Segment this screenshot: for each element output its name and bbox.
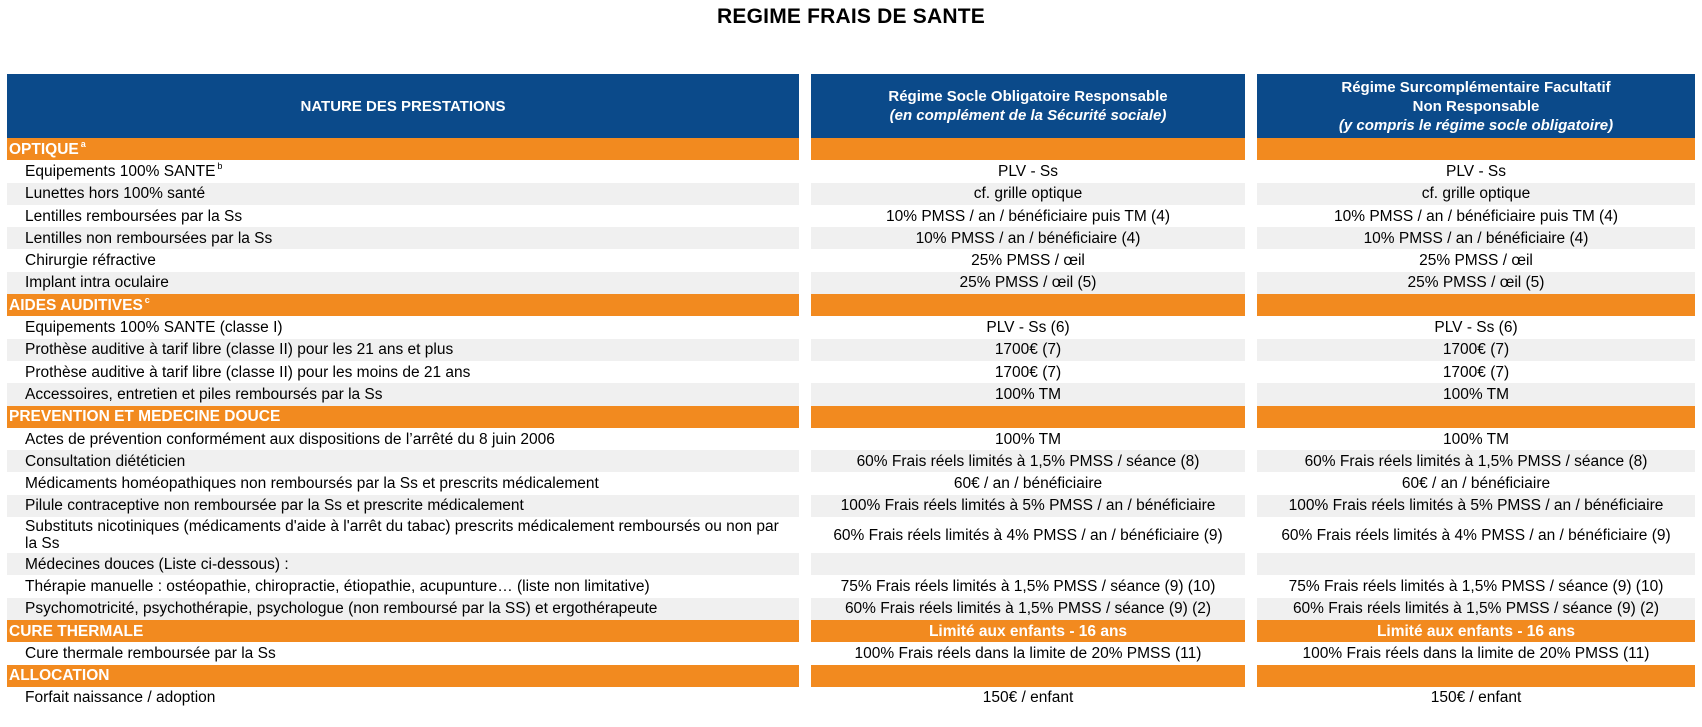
- row-value-surcomp-text: 100% TM: [1442, 430, 1510, 448]
- column-gap: [799, 472, 811, 494]
- row-value-socle: [811, 495, 1245, 517]
- section-note-surcomp: [1257, 620, 1695, 642]
- column-gap: [799, 339, 811, 361]
- column-gap: [799, 205, 811, 227]
- row-label: [7, 227, 799, 249]
- column-gap: [799, 74, 811, 138]
- row-label-text: Chirurgie réfractive: [25, 252, 156, 270]
- column-gap: [1245, 160, 1257, 182]
- row-label: [7, 553, 799, 575]
- row-value-socle-text: 100% TM: [994, 430, 1062, 448]
- column-gap: [1245, 183, 1257, 205]
- row-value-socle: [811, 183, 1245, 205]
- row-value-socle-text: 100% Frais réels dans la limite de 20% PMSS (11): [854, 644, 1202, 662]
- row-value-surcomp-text: 25% PMSS / œil: [1419, 252, 1533, 270]
- column-gap: [1245, 620, 1257, 642]
- section-title-text: PREVENTION ET MEDECINE DOUCE: [9, 408, 281, 426]
- row-value-surcomp-text: cf. grille optique: [1421, 185, 1531, 203]
- row-value-socle-text: 25% PMSS / œil: [971, 252, 1085, 270]
- section-title: [7, 138, 799, 160]
- row-value-surcomp-text: 150€ / enfant: [1430, 689, 1522, 707]
- column-gap: [799, 406, 811, 428]
- row-value-surcomp: [1257, 495, 1695, 517]
- row-label-text: Cure thermale remboursée par la Ss: [25, 644, 276, 662]
- column-gap: [1245, 472, 1257, 494]
- row-value-surcomp: [1257, 339, 1695, 361]
- column-gap: [1245, 74, 1257, 138]
- column-gap: [799, 160, 811, 182]
- row-value-surcomp: [1257, 183, 1695, 205]
- section-footnote-marker: a: [80, 138, 86, 149]
- page-title: REGIME FRAIS DE SANTE: [717, 5, 985, 28]
- row-value-surcomp-text: 10% PMSS / an / bénéficiaire (4): [1363, 229, 1589, 247]
- row-label: [7, 575, 799, 597]
- section-title-text: CURE THERMALE: [9, 622, 144, 640]
- section-note-socle: [811, 665, 1245, 687]
- row-value-socle-text: 60€ / an / bénéficiaire: [953, 475, 1103, 493]
- row-value-socle: [811, 361, 1245, 383]
- row-value-socle: [811, 160, 1245, 182]
- row-label-text: Consultation diététicien: [25, 452, 186, 470]
- row-value-socle: [811, 205, 1245, 227]
- column-gap: [799, 642, 811, 664]
- column-gap: [799, 183, 811, 205]
- row-value-surcomp-text: 1700€ (7): [1442, 363, 1510, 381]
- column-gap: [799, 665, 811, 687]
- column-gap: [799, 383, 811, 405]
- row-value-surcomp-text: 1700€ (7): [1442, 341, 1510, 359]
- row-value-socle-text: 10% PMSS / an / bénéficiaire (4): [915, 229, 1141, 247]
- column-gap: [799, 249, 811, 271]
- row-label: [7, 428, 799, 450]
- row-value-socle-text: 100% TM: [994, 385, 1062, 403]
- section-title-text: OPTIQUE: [9, 140, 79, 158]
- row-value-surcomp-text: 75% Frais réels limités à 1,5% PMSS / séance (9) (10): [1288, 577, 1664, 595]
- row-value-surcomp-text: 60% Frais réels limités à 1,5% PMSS / séance (8): [1304, 452, 1648, 470]
- row-value-surcomp: [1257, 227, 1695, 249]
- column-gap: [1245, 316, 1257, 338]
- header-socle-subtitle: (en complément de la Sécurité sociale): [889, 107, 1167, 124]
- column-gap: [1245, 450, 1257, 472]
- row-label: [7, 249, 799, 271]
- row-value-surcomp-text: 60€ / an / bénéficiaire: [1401, 475, 1551, 493]
- column-gap: [1245, 249, 1257, 271]
- row-value-socle-text: 10% PMSS / an / bénéficiaire puis TM (4): [885, 207, 1170, 225]
- row-value-socle: [811, 249, 1245, 271]
- row-value-socle-text: 60% Frais réels limités à 1,5% PMSS / séance (8): [856, 452, 1200, 470]
- column-gap: [799, 316, 811, 338]
- column-gap: [1245, 272, 1257, 294]
- row-label-text: Equipements 100% SANTE: [25, 162, 216, 180]
- row-value-socle: [811, 575, 1245, 597]
- section-title-text: ALLOCATION: [9, 667, 110, 685]
- section-title: [7, 406, 799, 428]
- row-label: [7, 450, 799, 472]
- row-label: [7, 183, 799, 205]
- header-socle: [811, 74, 1245, 138]
- row-label-text: Prothèse auditive à tarif libre (classe II) pour les 21 ans et plus: [25, 341, 454, 359]
- column-gap: [799, 138, 811, 160]
- row-label-text: Pilule contraceptive non remboursée par la Ss et prescrite médicalement: [25, 497, 524, 515]
- row-value-socle-text: PLV - Ss (6): [986, 319, 1070, 337]
- row-label: [7, 272, 799, 294]
- row-value-surcomp-text: 25% PMSS / œil (5): [1407, 274, 1545, 292]
- header-surcomp-title: Régime Surcomplémentaire Facultatif: [1341, 78, 1611, 96]
- row-value-socle-text: PLV - Ss: [997, 162, 1058, 180]
- column-gap: [799, 575, 811, 597]
- header-socle-title: Régime Socle Obligatoire Responsable: [888, 88, 1168, 105]
- row-value-socle: [811, 687, 1245, 709]
- column-gap: [1245, 406, 1257, 428]
- row-value-surcomp-text: 10% PMSS / an / bénéficiaire puis TM (4): [1333, 207, 1618, 225]
- row-value-socle-text: 1700€ (7): [994, 341, 1062, 359]
- row-value-surcomp: [1257, 272, 1695, 294]
- row-label-text: Médicaments homéopathiques non remboursés par la Ss et prescrits médicalement: [25, 475, 599, 493]
- section-note-surcomp-text: Limité aux enfants - 16 ans: [1376, 622, 1576, 640]
- row-value-surcomp: [1257, 249, 1695, 271]
- row-label: [7, 687, 799, 709]
- section-note-surcomp: [1257, 665, 1695, 687]
- row-value-socle-text: 75% Frais réels limités à 1,5% PMSS / séance (9) (10): [840, 577, 1216, 595]
- header-surcomp-subtitle: (y compris le régime socle obligatoire): [1338, 116, 1614, 134]
- row-value-socle: [811, 383, 1245, 405]
- section-title: [7, 620, 799, 642]
- row-value-socle: [811, 227, 1245, 249]
- row-value-socle: [811, 272, 1245, 294]
- section-note-socle: [811, 138, 1245, 160]
- section-note-socle-text: Limité aux enfants - 16 ans: [928, 622, 1128, 640]
- row-label: [7, 598, 799, 620]
- section-footnote-marker: c: [144, 294, 150, 305]
- row-label: [7, 316, 799, 338]
- section-note-socle: [811, 294, 1245, 316]
- column-gap: [1245, 339, 1257, 361]
- column-gap: [1245, 575, 1257, 597]
- column-gap: [799, 495, 811, 517]
- row-value-socle-text: 150€ / enfant: [982, 689, 1074, 707]
- column-gap: [1245, 517, 1257, 553]
- row-value-surcomp-text: 100% Frais réels dans la limite de 20% PMSS (11): [1302, 644, 1650, 662]
- row-label-text: Thérapie manuelle : ostéopathie, chiropractie, étiopathie, acupunture… (liste non limitative): [25, 577, 650, 595]
- row-label-text: Implant intra oculaire: [25, 274, 169, 292]
- row-value-socle: [811, 517, 1245, 553]
- column-gap: [799, 517, 811, 553]
- column-gap: [1245, 294, 1257, 316]
- column-gap: [799, 361, 811, 383]
- row-value-surcomp: [1257, 687, 1695, 709]
- row-value-surcomp-text: 100% Frais réels limités à 5% PMSS / an / bénéficiaire: [1288, 497, 1664, 515]
- column-gap: [799, 450, 811, 472]
- row-value-socle: [811, 553, 1245, 575]
- row-value-surcomp-text: 60% Frais réels limités à 4% PMSS / an / bénéficiaire (9): [1281, 526, 1671, 544]
- row-value-surcomp: [1257, 472, 1695, 494]
- benefits-table: [7, 74, 1695, 709]
- row-value-surcomp: [1257, 598, 1695, 620]
- row-value-surcomp: [1257, 575, 1695, 597]
- column-gap: [1245, 553, 1257, 575]
- column-gap: [799, 294, 811, 316]
- row-value-surcomp: [1257, 428, 1695, 450]
- row-value-surcomp: [1257, 383, 1695, 405]
- row-label-text: Prothèse auditive à tarif libre (classe II) pour les moins de 21 ans: [25, 363, 471, 381]
- row-value-socle-text: 25% PMSS / œil (5): [959, 274, 1097, 292]
- row-label: [7, 495, 799, 517]
- row-label: [7, 160, 799, 182]
- row-value-surcomp: [1257, 160, 1695, 182]
- column-gap: [799, 598, 811, 620]
- column-gap: [1245, 361, 1257, 383]
- row-label: [7, 472, 799, 494]
- row-value-surcomp: [1257, 553, 1695, 575]
- row-value-socle: [811, 472, 1245, 494]
- column-gap: [799, 428, 811, 450]
- row-value-socle-text: 100% Frais réels limités à 5% PMSS / an / bénéficiaire: [840, 497, 1216, 515]
- row-label-text: Lunettes hors 100% santé: [25, 185, 206, 203]
- column-gap: [1245, 665, 1257, 687]
- row-value-surcomp-text: 60% Frais réels limités à 1,5% PMSS / séance (9) (2): [1292, 600, 1660, 618]
- row-value-surcomp-text: PLV - Ss (6): [1434, 319, 1518, 337]
- row-value-socle: [811, 339, 1245, 361]
- row-value-surcomp: [1257, 450, 1695, 472]
- row-value-socle: [811, 598, 1245, 620]
- column-gap: [1245, 383, 1257, 405]
- header-surcomp-line2: Non Responsable: [1412, 97, 1540, 115]
- row-label-text: Substituts nicotiniques (médicaments d'aide à l'arrêt du tabac) prescrits médicalement remboursés ou non par la Ss: [25, 518, 779, 553]
- row-value-socle: [811, 642, 1245, 664]
- row-value-socle: [811, 450, 1245, 472]
- column-gap: [1245, 227, 1257, 249]
- section-title-text: AIDES AUDITIVES: [9, 296, 143, 314]
- row-value-surcomp-text: PLV - Ss: [1445, 162, 1506, 180]
- row-label-text: Lentilles remboursées par la Ss: [25, 207, 243, 225]
- row-label-text: Psychomotricité, psychothérapie, psychologue (non remboursé par la SS) et ergothérapeute: [25, 600, 658, 618]
- header-nature: NATURE DES PRESTATIONS: [7, 74, 799, 138]
- column-gap: [799, 272, 811, 294]
- row-value-socle: [811, 428, 1245, 450]
- row-label: [7, 205, 799, 227]
- section-note-surcomp: [1257, 138, 1695, 160]
- column-gap: [1245, 428, 1257, 450]
- row-value-surcomp-text: 100% TM: [1442, 385, 1510, 403]
- column-gap: [1245, 205, 1257, 227]
- section-note-surcomp: [1257, 406, 1695, 428]
- row-value-surcomp: [1257, 361, 1695, 383]
- section-note-surcomp: [1257, 294, 1695, 316]
- row-label-text: Forfait naissance / adoption: [25, 689, 216, 707]
- column-gap: [1245, 598, 1257, 620]
- column-gap: [799, 553, 811, 575]
- row-footnote-marker: b: [217, 160, 223, 171]
- row-label: [7, 517, 799, 553]
- row-value-surcomp: [1257, 517, 1695, 553]
- row-value-surcomp: [1257, 316, 1695, 338]
- column-gap: [799, 620, 811, 642]
- row-value-socle-text: 60% Frais réels limités à 1,5% PMSS / séance (9) (2): [844, 600, 1212, 618]
- row-label: [7, 361, 799, 383]
- row-label-text: Equipements 100% SANTE (classe I): [25, 319, 283, 337]
- section-title: [7, 665, 799, 687]
- row-label-text: Médecines douces (Liste ci-dessous) :: [25, 555, 289, 573]
- row-label-text: Actes de prévention conformément aux dispositions de l’arrêté du 8 juin 2006: [25, 430, 555, 448]
- column-gap: [1245, 642, 1257, 664]
- column-gap: [799, 227, 811, 249]
- row-label-text: Lentilles non remboursées par la Ss: [25, 229, 273, 247]
- section-title: [7, 294, 799, 316]
- header-surcomp: [1257, 74, 1695, 138]
- row-label: [7, 339, 799, 361]
- section-note-socle: [811, 406, 1245, 428]
- section-note-socle: [811, 620, 1245, 642]
- column-gap: [799, 687, 811, 709]
- row-value-socle-text: cf. grille optique: [973, 185, 1083, 203]
- row-value-surcomp: [1257, 642, 1695, 664]
- row-value-socle-text: 1700€ (7): [994, 363, 1062, 381]
- row-value-socle-text: 60% Frais réels limités à 4% PMSS / an / bénéficiaire (9): [833, 526, 1223, 544]
- row-value-socle: [811, 316, 1245, 338]
- row-label-text: Accessoires, entretien et piles remboursés par la Ss: [25, 385, 383, 403]
- column-gap: [1245, 495, 1257, 517]
- row-value-surcomp: [1257, 205, 1695, 227]
- row-label: [7, 383, 799, 405]
- column-gap: [1245, 687, 1257, 709]
- row-label: [7, 642, 799, 664]
- column-gap: [1245, 138, 1257, 160]
